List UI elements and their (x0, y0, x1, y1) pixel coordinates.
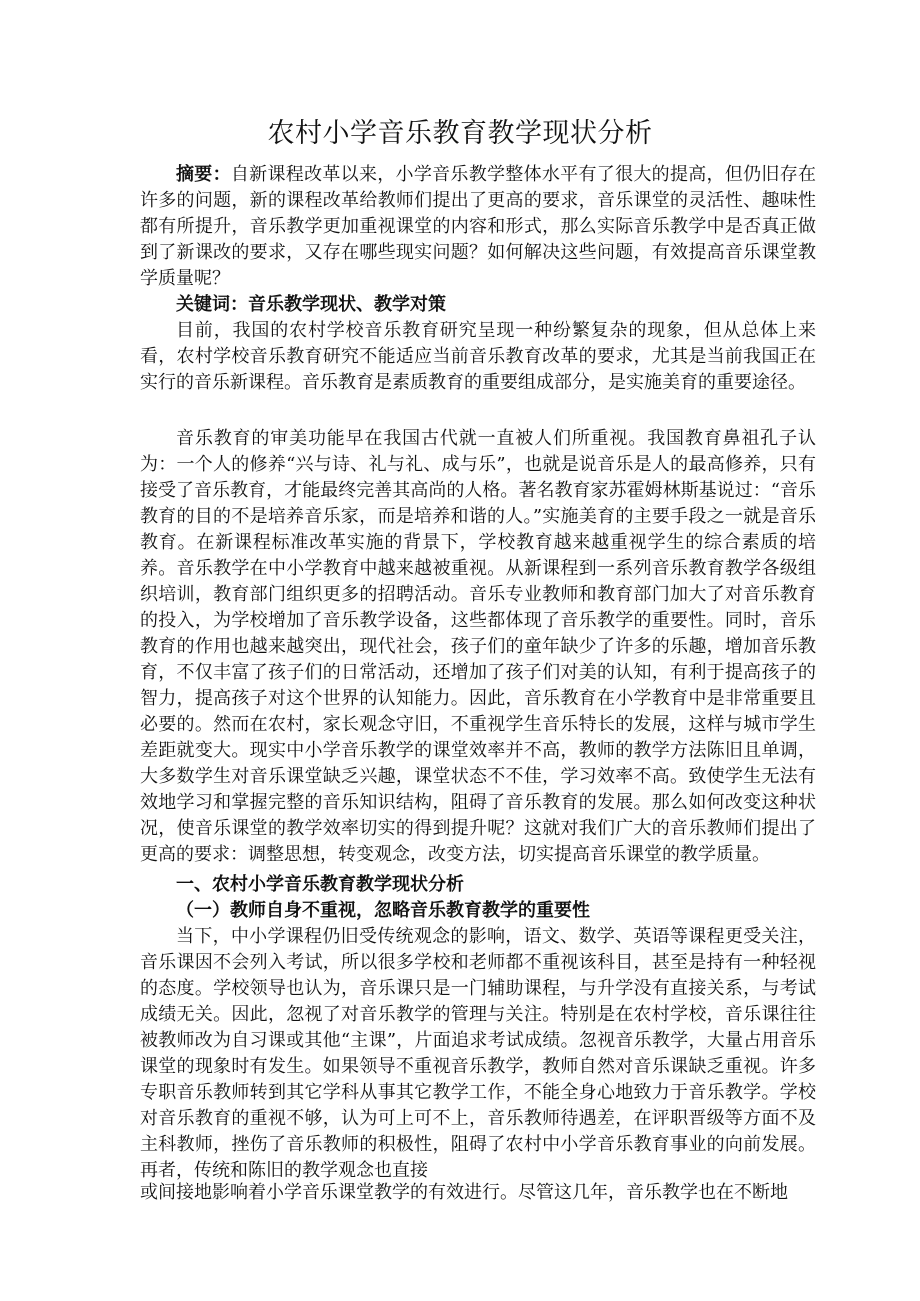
section-heading: 一、农村小学音乐教育教学现状分析 (176, 874, 464, 895)
body-paragraph-aesthetics: 音乐教育的审美功能早在我国古代就一直被人们所重视。我国教育鼻祖孔子认为：一个人的修养“兴与诗、礼与礼、成与乐”，也就是说音乐是人的最高修养，只有接受了音乐教育，才能最终完善其高尚的人格。著名教育家苏霍姆林斯基说过：“音乐教育的目的不是培养音乐家，而是培养和谐的人。”实施美育的主要手段之一就是音乐教育。在新课程标准改革实施的背景下，学校教育越来越重视学生的综合素质的培养。音乐教学在中小学教育中越来越被重视。从新课程到一系列音乐教育教学各级组织培训，教育部门组织更多的招聘活动。音乐专业教师和教育部门加大了对音乐教育的投入，为学校增加了音乐教学设备，这些都体现了音乐教学的重要性。同时，音乐教育的作用也越来越突出，现代社会，孩子们的童年缺少了许多的乐趣，增加音乐教育，不仅丰富了孩子们的日常活动，还增加了孩子们对美的认知，有利于提高孩子的智力，提高孩子对这个世界的认知能力。因此，音乐教育在小学教育中是非常重要且必要的。然而在农村，家长观念守旧，不重视学生音乐特长的发展，这样与城市学生差距就变大。现实中小学音乐教学的课堂效率并不高，教师的教学方法陈旧且单调，大多数学生对音乐课堂缺乏兴趣，课堂状态不不佳，学习效率不高。致使学生无法有效地学习和掌握完整的音乐知识结构，阻碍了音乐教育的发展。那么如何改变这种状况，使音乐课堂的教学效率切实的得到提升呢？这就对我们广大的音乐教师们提出了更高的要求：调整思想，转变观念，改变方法，切实提高音乐课堂的教学质量。 (140, 428, 816, 865)
abstract-text: 自新课程改革以来，小学音乐教学整体水平有了很大的提高，但仍旧存在许多的问题，新的课程改革给教师们提出了更高的要求，音乐课堂的灵活性、趣味性都有所提升，音乐教学更加重视课堂的内容和形式，那么实际音乐教学中是否真正做到了新课改的要求，又存在哪些现实问题？如何解决这些问题，有效提高音乐课堂教学质量呢？ (140, 164, 817, 289)
abstract-paragraph (140, 162, 816, 292)
keywords-line: 关键词：音乐教学现状、教学对策 (176, 294, 446, 315)
body-paragraph-teachers: 当下，中小学课程仍旧受传统观念的影响，语文、数学、英语等课程更受关注，音乐课因不会列入考试，所以很多学校和老师都不重视该科目，甚至是持有一种轻视的态度。学校领导也认为，音乐课只是一门辅助课程，与升学没有直接关系，与考试成绩无关。因此，忽视了对音乐教学的管理与关注。特别是在农村学校，音乐课往往被教师改为自习课或其他“主课”，片面追求考试成绩。忽视音乐教学，大量占用音乐课堂的现象时有发生。如果领导不重视音乐教学，教师自然对音乐课缺乏重视。许多专职音乐教师转到其它学科从事其它教学工作，不能全身心地致力于音乐教学。学校对音乐教育的重视不够，认为可上可不上，音乐教师待遇差，在评职晋级等方面不及主科教师，挫伤了音乐教师的积极性，阻碍了农村中小学音乐教育事业的向前发展。再者，传统和陈旧的教学观念也直接 (140, 926, 816, 1181)
document-title: 农村小学音乐教育教学现状分析 (267, 118, 653, 149)
abstract-label: 摘要： (176, 164, 231, 185)
body-paragraph-continued: 或间接地影响着小学音乐课堂教学的有效进行。尽管这几年，音乐教学也在不断地 (140, 1182, 788, 1203)
subsection-heading: （一）教师自身不重视，忽略音乐教育教学的重要性 (176, 900, 590, 921)
intro-paragraph: 目前，我国的农村学校音乐教育研究呈现一种纷繁复杂的现象，但从总体上来看，农村学校音乐教育研究不能适应当前音乐教育改革的要求，尤其是当前我国正在实行的音乐新课程。音乐教育是素质教育的重要组成部分，是实施美育的重要途径。 (140, 320, 816, 393)
